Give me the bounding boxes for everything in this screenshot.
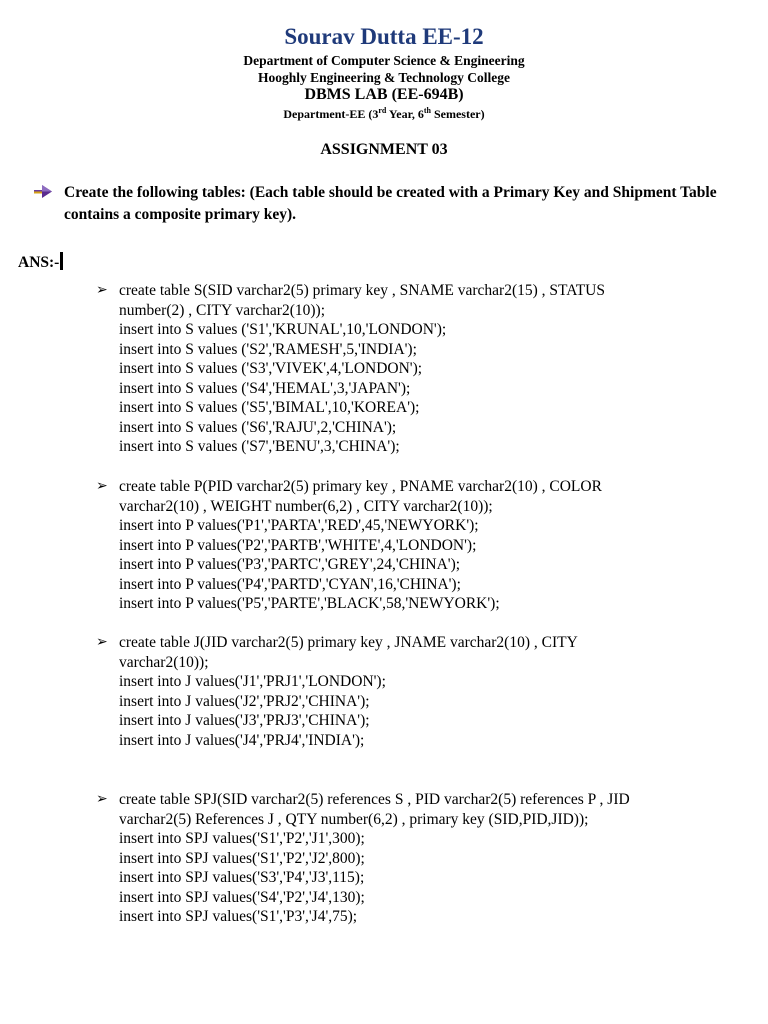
sql-line: insert into SPJ values('S3','P4','J3',115);: [119, 869, 365, 886]
sql-line: number(2) , CITY varchar2(10));: [119, 301, 326, 319]
sql-line: insert into SPJ values('S4','P2','J4',130);: [119, 888, 365, 906]
sql-line: insert into P values('P2','PARTB','WHITE',4,'LONDON');: [119, 536, 477, 554]
semester-text: Semester): [430, 107, 485, 121]
sql-line: create table P(PID varchar2(5) primary key , PNAME varchar2(10) , COLOR: [119, 478, 602, 495]
dept-prefix: Department-EE (3: [283, 107, 379, 121]
sql-line: insert into S values ('S6','RAJU',2,'CHINA');: [119, 418, 397, 436]
sql-line: varchar2(10) , WEIGHT number(6,2) , CITY varchar2(10));: [119, 497, 493, 515]
college-line: Hooghly Engineering & Technology College: [257, 70, 511, 85]
arrow-bullet-icon: ➢: [96, 479, 108, 494]
year-superscript: rd: [378, 106, 387, 115]
sql-line: insert into P values('P3','PARTC','GREY',24,'CHINA');: [119, 556, 461, 573]
sql-block: [96, 477, 756, 614]
sql-line: insert into S values ('S7','BENU',3,'CHINA');: [119, 438, 400, 455]
sql-line: create table J(JID varchar2(5) primary key , JNAME varchar2(10) , CITY: [119, 634, 578, 651]
sql-block: [96, 790, 756, 927]
year-text: Year, 6: [386, 107, 424, 121]
assignment-heading: ASSIGNMENT 03: [320, 141, 448, 158]
sql-line: insert into J values('J4','PRJ4','INDIA');: [119, 731, 365, 749]
sql-line: insert into S values ('S3','VIVEK',4,'LONDON');: [119, 360, 423, 377]
sql-line: insert into P values('P4','PARTD','CYAN',16,'CHINA');: [119, 575, 461, 593]
sql-line: insert into SPJ values('S1','P2','J1',300);: [119, 830, 365, 847]
sql-line: insert into J values('J1','PRJ1','LONDON');: [119, 673, 386, 690]
lab-title: DBMS LAB (EE-694B): [304, 86, 464, 103]
arrow-bullet-icon: ➢: [96, 792, 108, 807]
arrow-bullet-icon: ➢: [96, 635, 108, 650]
sql-line: insert into P values('P5','PARTE','BLACK',58,'NEWYORK');: [119, 595, 500, 612]
question-text: Create the following tables: (Each table should be created with a Primary Key and Shipment Table contains a composite primary key).: [64, 184, 717, 223]
bullet-arrow-icon: [32, 182, 54, 202]
sql-line: insert into SPJ values('S1','P2','J2',800);: [119, 849, 365, 867]
semester-line: [0, 106, 768, 122]
sql-line: varchar2(5) References J , QTY number(6,2) , primary key (SID,PID,JID));: [119, 810, 589, 828]
sql-line: insert into S values ('S2','RAMESH',5,'INDIA');: [119, 340, 417, 358]
sql-block: [96, 281, 756, 457]
semester-superscript: th: [423, 106, 431, 115]
sql-line: insert into J values('J2','PRJ2','CHINA');: [119, 692, 370, 710]
sql-block: [96, 633, 756, 750]
sql-line: insert into S values ('S5','BIMAL',10,'KOREA');: [119, 399, 420, 416]
sql-line: insert into J values('J3','PRJ3','CHINA');: [119, 712, 370, 729]
author-title: Sourav Dutta EE-12: [284, 24, 484, 49]
arrow-bullet-icon: ➢: [96, 283, 108, 298]
sql-line: create table SPJ(SID varchar2(5) references S , PID varchar2(5) references P , JID: [119, 791, 630, 808]
answer-label: [18, 252, 63, 272]
answer-label-text: ANS:-: [18, 254, 60, 271]
sql-line: create table S(SID varchar2(5) primary key , SNAME varchar2(15) , STATUS: [119, 282, 605, 299]
text-cursor: [60, 252, 63, 270]
sql-line: insert into S values ('S4','HEMAL',3,'JAPAN');: [119, 379, 411, 397]
department-line: Department of Computer Science & Engineering: [243, 53, 525, 68]
sql-line: insert into SPJ values('S1','P3','J4',75);: [119, 908, 358, 925]
sql-line: insert into P values('P1','PARTA','RED',45,'NEWYORK');: [119, 517, 479, 534]
sql-line: insert into S values ('S1','KRUNAL',10,'LONDON');: [119, 321, 447, 338]
sql-line: varchar2(10));: [119, 653, 209, 671]
